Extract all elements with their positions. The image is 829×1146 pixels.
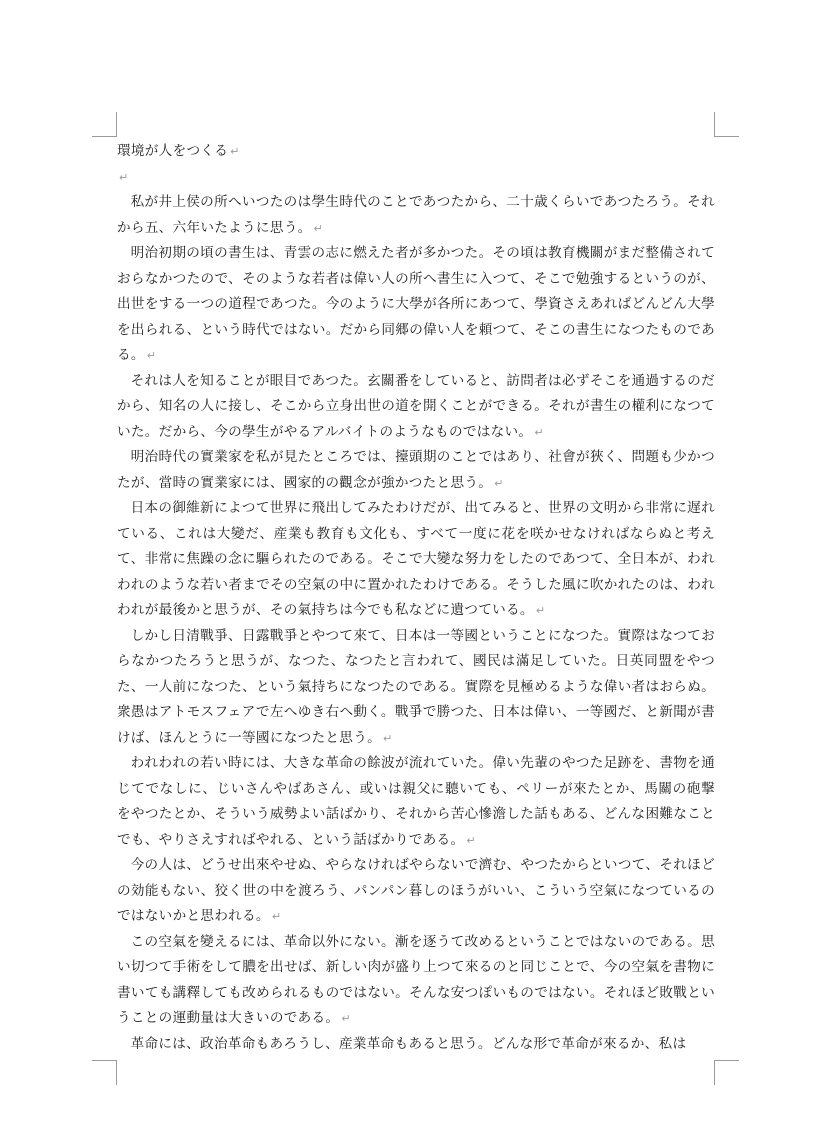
margin-corner-bottom-left <box>92 1060 117 1085</box>
margin-corner-bottom-right <box>714 1060 739 1085</box>
body-paragraph: 私が井上侯の所へいつたのは學生時代のことであつたから、二十歳くらいであつたろう。それから五、六年いたように思う。 ↵ <box>117 190 715 241</box>
empty-line <box>117 165 715 191</box>
paragraph-mark-icon <box>147 349 157 362</box>
paragraph-mark-icon <box>272 910 282 923</box>
body-paragraph: 今の人は、どうせ出來やせぬ、やらなければやらないで濟む、やつたからといつて、それほどの効能もない、狡く世の中を渡ろう、パンパン暮しのほうがいい、こういう空氣になつているのではないかと思われる。 ↵ <box>117 853 715 930</box>
body-paragraph: 日本の御維新によつて世界に飛出してみたわけだが、出てみると、世界の文明から非常に遅れている、これは大變だ、産業も教育も文化も、すべて一度に花を咲かせなければならぬと考えて、非常に焦躁の念に驅られたのである。そこで大變な努力をしたのであつて、全日本が、われわれのような若い者までその空氣の中に置かれたわけである。そうした風に吹かれたのは、われわれが最後かと思うが、その氣持ちは今でも私などに遺つている。 ↵ <box>117 496 715 624</box>
paragraph-mark-icon <box>341 1012 351 1025</box>
paragraph-mark-icon <box>119 171 129 184</box>
paragraph-mark-icon <box>534 426 544 439</box>
margin-corner-top-right <box>714 112 739 137</box>
body-paragraph: 革命には、政治革命もあろうし、産業革命もあると思う。どんな形で革命が來るか、私は <box>130 1035 687 1052</box>
body-paragraph: この空氣を變えるには、革命以外にない。漸を逐うて改めるということではないのである。思い切つて手術をして膿を出せば、新しい肉が盛り上つて來るのと同じことで、今の空氣を書物に書いても講釋しても改められるものではない。そんな安つぽいものではない。それほど敗戰ということの運動量は大きいのである。 ↵ <box>117 930 715 1032</box>
margin-corner-top-left <box>92 112 117 137</box>
paragraph-mark-icon <box>314 222 324 235</box>
document-title-line <box>117 139 715 165</box>
paragraph-mark-icon <box>466 834 476 847</box>
body-paragraph: 明治初期の頃の書生は、青雲の志に燃えた者が多かつた。その頃は教育機關がまだ整備されておらなかつたので、そのような若者は偉い人の所へ書生に入つて、そこで勉強するというのが、出世をする一つの道程であつた。今のように大學が各所にあつて、學資さえあればどんどん大學を出られる、という時代ではない。だから同郷の偉い人を頼つて、そこの書生になつたものである。 ↵ <box>117 241 715 369</box>
paragraph-mark-icon <box>230 145 240 158</box>
body-paragraph: それは人を知ることが眼目であつた。玄關番をしていると、訪問者は必ずそこを通過するのだから、知名の人に接し、そこから立身出世の道を開くことができる。それが書生の權利になつていた。だから、今の學生がやるアルバイトのようなものではない。 ↵ <box>117 369 715 446</box>
body-paragraph: われわれの若い時には、大きな革命の餘波が流れていた。偉い先輩のやつた足跡を、書物を通じてでなしに、じいさんやばあさん、或いは親父に聽いても、ペリーが來たとか、馬關の砲撃をやつたとか、そういう威勢よい話ばかり、それから苦心慘澹した話もある、どんな困難なことでも、やりさえすればやれる、という話ばかりである。 ↵ <box>117 751 715 853</box>
document-body[interactable] <box>117 139 715 1057</box>
paragraph-mark-icon <box>383 732 393 745</box>
document-title: 環境が人をつくる <box>117 143 229 159</box>
body-paragraph: しかし日清戰爭、日露戰爭とやつて來て、日本は一等國ということになつた。實際はなつておらなかつたろうと思うが、なつた、なつたと言われて、國民は滿足していた。日英同盟をやつた、一人前になつた、という氣持ちになつたのである。實際を見極めるような偉い者はおらぬ。衆愚はアトモスフェアで左へゆき右へ動く。戰爭で勝つた、日本は偉い、一等國だ、と新聞が書けば、ほんとうに一等國になつたと思う。 ↵ <box>117 624 715 752</box>
body-paragraph: 明治時代の實業家を私が見たところでは、擡頭期のことではあり、社會が狹く、問題も少かつたが、當時の實業家には、國家的の觀念が強かつたと思う。 ↵ <box>117 445 715 496</box>
paragraph-mark-icon <box>536 604 546 617</box>
paragraph-mark-icon <box>494 477 504 490</box>
